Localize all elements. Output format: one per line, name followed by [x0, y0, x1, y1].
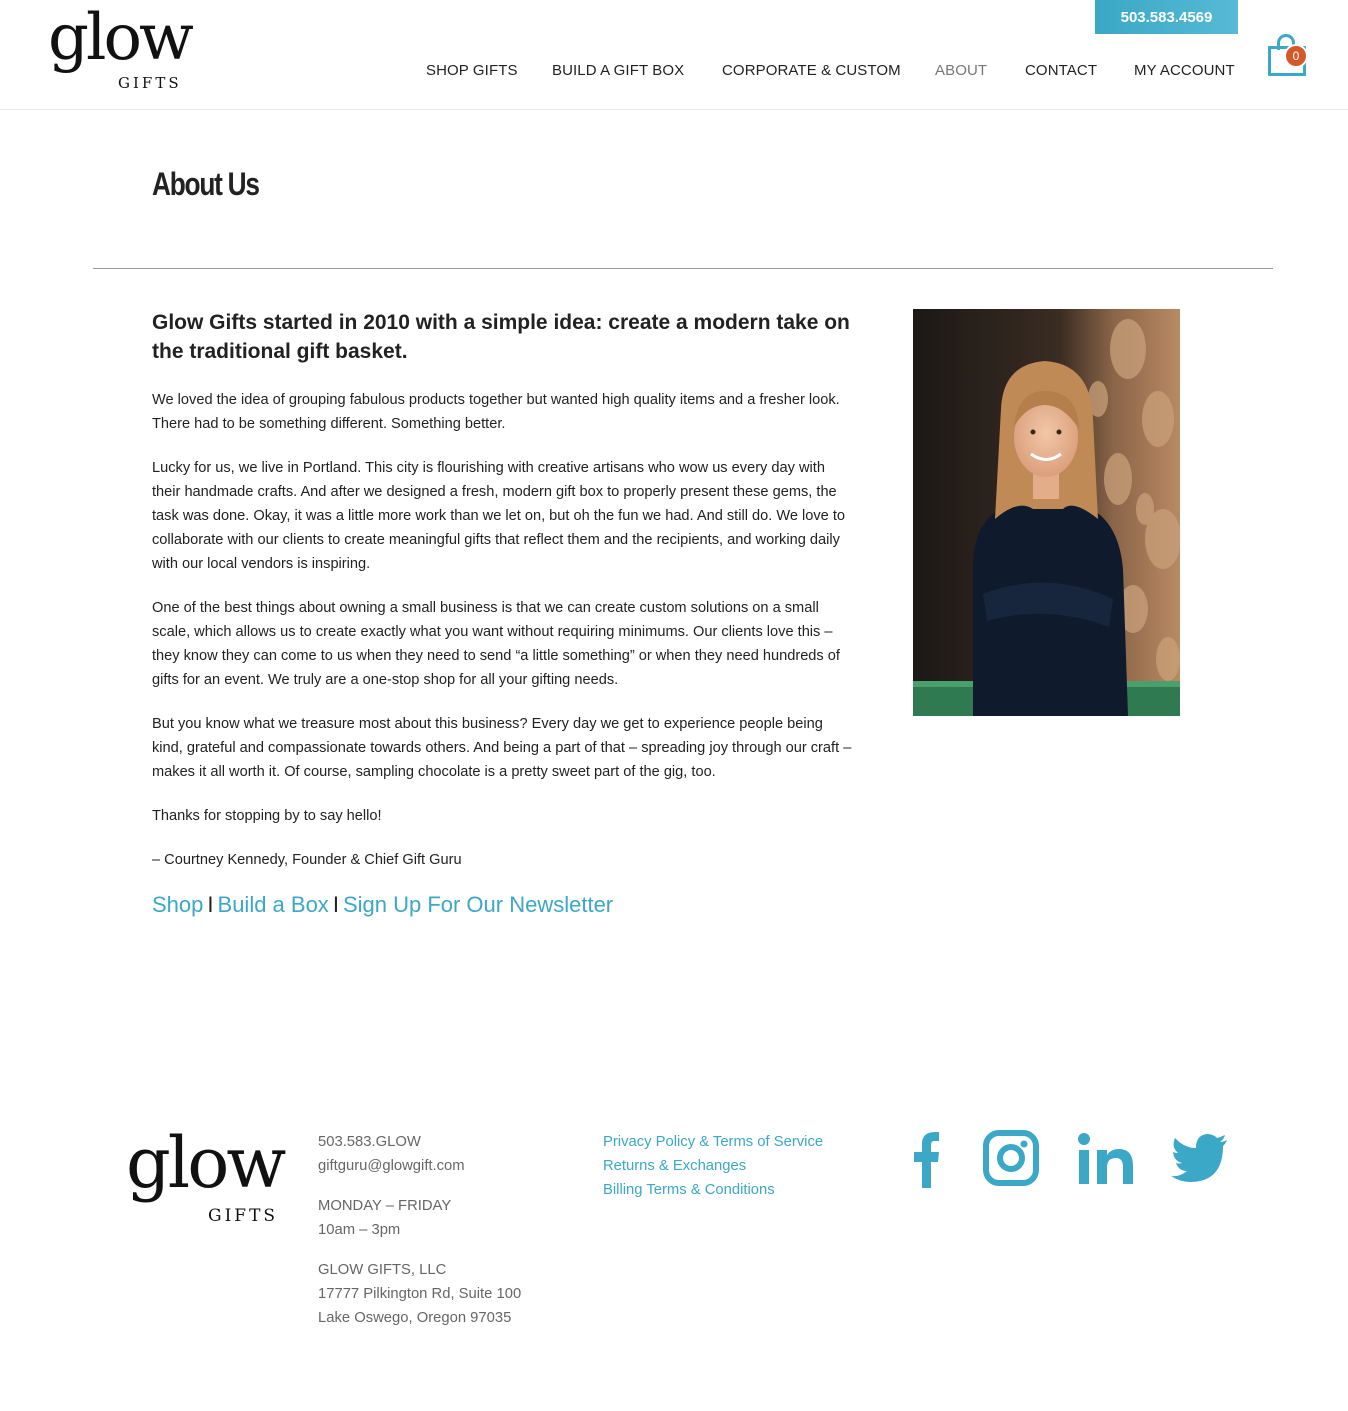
founder-photo: [913, 309, 1180, 716]
spacer: [318, 1242, 521, 1258]
nav-contact[interactable]: CONTACT: [1025, 62, 1098, 79]
footer-logo-wordmark: glow: [126, 1122, 284, 1204]
about-paragraph: But you know what we treasure most about this business? Every day we get to experience people being kind, grateful and compassionate towards others. And being a part of that – spreading joy through our craft – makes it all worth it. Of course, sampling chocolate is a pretty sweet part of the gig, too.: [152, 716, 852, 780]
instagram-icon[interactable]: [981, 1130, 1041, 1188]
returns-link[interactable]: Returns & Exchanges: [603, 1158, 747, 1174]
link-separator: I: [332, 892, 339, 917]
main-nav: [0, 62, 1348, 82]
footer-hours: 10am – 3pm: [318, 1222, 401, 1238]
nav-shop-gifts[interactable]: SHOP GIFTS: [426, 62, 518, 79]
about-paragraph: One of the best things about owning a small business is that we can create custom solutions on a small scale, which allows us to create exactly what you want without requiring minimums. Our clients love this – they know they can come to us when they need to send “a little something” or when they need hundreds of gifts for an event. We truly are a one-stop shop for all your gifting needs.: [152, 600, 840, 688]
footer-days: MONDAY – FRIDAY: [318, 1198, 452, 1214]
about-paragraph: Lucky for us, we live in Portland. This city is flourishing with creative artisans who wow us every day with their handmade crafts. And after we designed a fresh, modern gift box to properly present these gems, the task was done. Okay, it was a little more work than we let on, but oh the fun we had. And still do. We love to collaborate with our clients to create meaningful gifts that reflect them and the recipients, and working daily with our local vendors is inspiring.: [152, 460, 846, 572]
phone-button[interactable]: 503.583.4569: [1095, 0, 1238, 34]
nav-corporate-custom[interactable]: CORPORATE & CUSTOM: [722, 62, 901, 79]
footer-company: GLOW GIFTS, LLC: [318, 1262, 447, 1278]
about-paragraph: Thanks for stopping by to say hello!: [152, 808, 382, 824]
privacy-policy-link[interactable]: Privacy Policy & Terms of Service: [603, 1134, 824, 1150]
intro-heading: Glow Gifts started in 2010 with a simple idea: create a modern take on the traditional gift basket.: [152, 311, 850, 363]
footer-street: 17777 Pilkington Rd, Suite 100: [318, 1286, 522, 1302]
spacer: [318, 1178, 521, 1194]
nav-build-gift-box[interactable]: BUILD A GIFT BOX: [552, 62, 685, 79]
about-paragraph: We loved the idea of grouping fabulous products together but wanted high quality items and a fresher look. There had to be something different. Something better.: [152, 392, 840, 432]
facebook-icon[interactable]: [895, 1130, 955, 1188]
linkedin-icon[interactable]: [1075, 1130, 1135, 1188]
cta-links: [152, 892, 852, 918]
site-header: [0, 0, 1348, 110]
nav-my-account[interactable]: MY ACCOUNT: [1134, 62, 1235, 79]
logo-wordmark: glow: [48, 1, 191, 75]
logo-subtitle: GIFTS: [118, 74, 182, 92]
nav-about[interactable]: ABOUT: [935, 62, 988, 79]
signature: – Courtney Kennedy, Founder & Chief Gift Guru: [152, 852, 462, 868]
shop-link[interactable]: Shop: [152, 892, 204, 917]
footer-logo[interactable]: [126, 1122, 296, 1228]
footer-phone[interactable]: 503.583.GLOW: [318, 1134, 421, 1150]
link-separator: I: [207, 892, 214, 917]
build-a-box-link[interactable]: Build a Box: [217, 892, 329, 917]
footer-email[interactable]: giftguru@glowgift.com: [318, 1158, 465, 1174]
footer-contact: [318, 1130, 521, 1330]
footer-logo-subtitle: GIFTS: [208, 1206, 279, 1226]
footer-links: [603, 1130, 823, 1202]
footer-city: Lake Oswego, Oregon 97035: [318, 1310, 512, 1326]
title-divider: [93, 268, 1273, 269]
newsletter-link[interactable]: Sign Up For Our Newsletter: [342, 892, 614, 917]
page-title: About Us: [152, 166, 259, 202]
founder-photo-illustration: [913, 309, 1180, 716]
cart-button[interactable]: [1266, 34, 1310, 80]
billing-terms-link[interactable]: Billing Terms & Conditions: [603, 1182, 775, 1198]
about-content: [152, 308, 852, 918]
cart-count-badge: 0: [1284, 44, 1308, 68]
twitter-icon[interactable]: [1170, 1130, 1230, 1188]
site-logo[interactable]: [48, 1, 198, 96]
